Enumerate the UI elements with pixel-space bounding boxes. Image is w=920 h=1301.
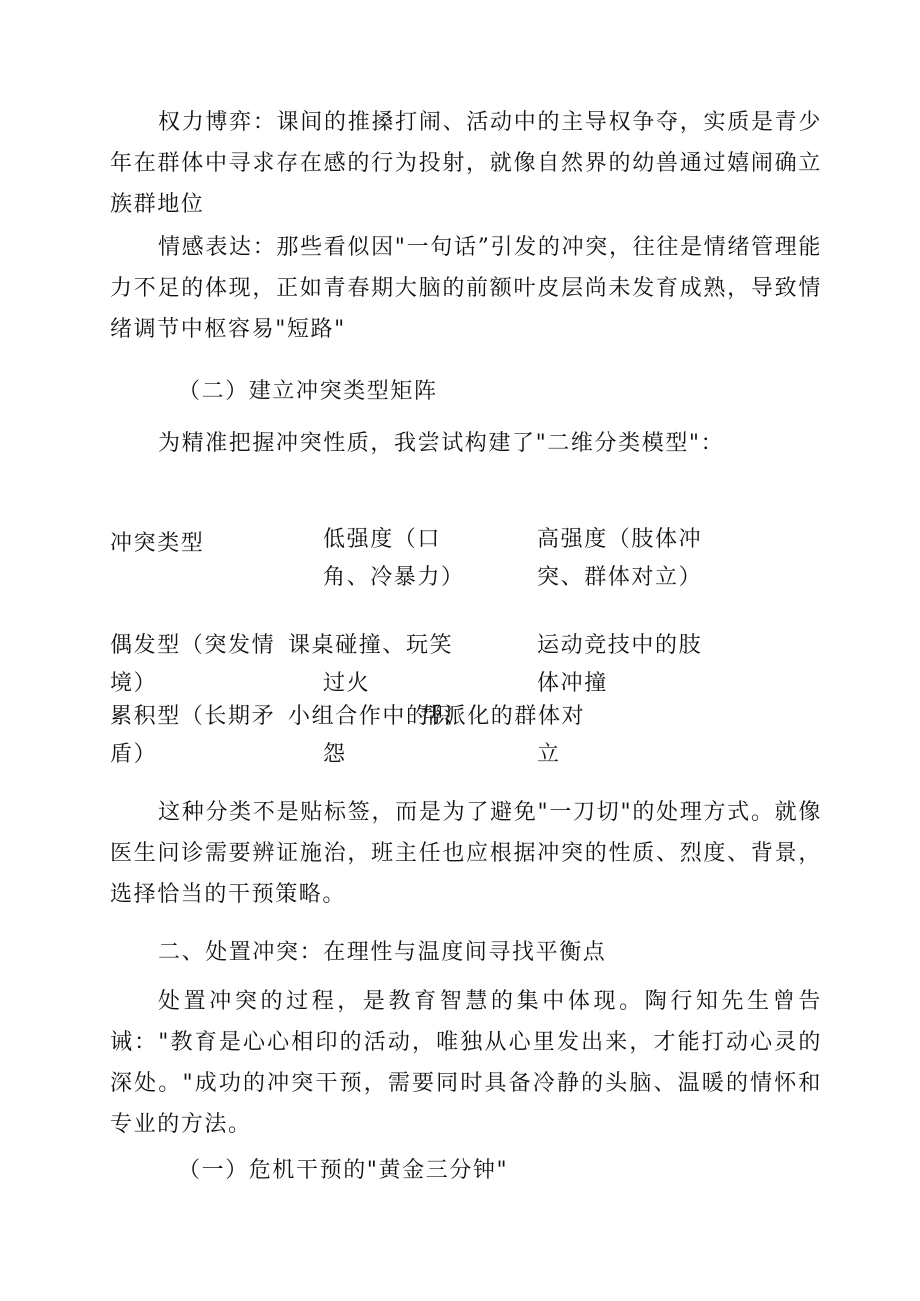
table-row2-low-line2: 怨 (323, 742, 347, 767)
table-row1-low-line1: 课桌碰撞、玩笑 (288, 633, 454, 658)
table-row1-type-line1: 偶发型（突发情 (110, 633, 276, 658)
table-row2-high-line2: 立 (537, 742, 561, 767)
table-row2-high-line1: 帮派化的群体对 (420, 704, 586, 729)
table-row1-high-line1: 运动竞技中的肢 (537, 633, 703, 658)
paragraph-conflict-handling: 处置冲突的过程，是教育智慧的集中体现。陶行知先生曾告诫："教育是心心相印的活动，唯独从心里发出来，才能打动心灵的深处。"成功的冲突干预，需要同时具备冷静的头脑、温暖的情怀和专业的方法。 (110, 989, 822, 1137)
heading-conflict-matrix: （二）建立冲突类型矩阵 (178, 379, 438, 404)
paragraph-emotional-expression: 情感表达：那些看似因"一句话”引发的冲突，往往是情绪管理能力不足的体现，正如青春期大脑的前额叶皮层尚未发育成熟，导致情绪调节中枢容易"短路" (110, 235, 822, 342)
paragraph-matrix-intro: 为精准把握冲突性质，我尝试构建了"二维分类模型"： (158, 431, 725, 456)
heading-section-two: 二、处置冲突：在理性与温度间寻找平衡点 (158, 940, 607, 965)
table-header-low-line2: 角、冷暴力） (323, 565, 465, 590)
table-row2-low-line1: 小组合作中的积 (288, 704, 454, 729)
paragraph-classification: 这种分类不是贴标签，而是为了避免"一刀切"的处理方式。就像医生问诊需要辨证施治，班主任也应根据冲突的性质、烈度、背景，选择恰当的干预策略。 (110, 800, 822, 907)
table-header-high-line1: 高强度（肢体冲 (537, 527, 703, 552)
table-row1-low-line2: 过火 (323, 671, 371, 696)
table-row2-type-line1: 累积型（长期矛 (110, 704, 276, 729)
paragraph-power-struggle: 权力博弈：课间的推搡打闹、活动中的主导权争夺，实质是青少年在群体中寻求存在感的行为投射，就像自然界的幼兽通过嬉闹确立族群地位 (110, 110, 822, 217)
table-header-high-line2: 突、群体对立） (537, 565, 703, 590)
table-row1-type-line2: 境） (110, 671, 158, 696)
table-header-low-line1: 低强度（口 (323, 527, 442, 552)
heading-golden-three-minutes: （一）危机干预的"黄金三分钟" (178, 1158, 509, 1183)
table-row2-type-line2: 盾） (110, 742, 158, 767)
table-header-type: 冲突类型 (110, 531, 205, 556)
table-row1-high-line2: 体冲撞 (537, 671, 608, 696)
